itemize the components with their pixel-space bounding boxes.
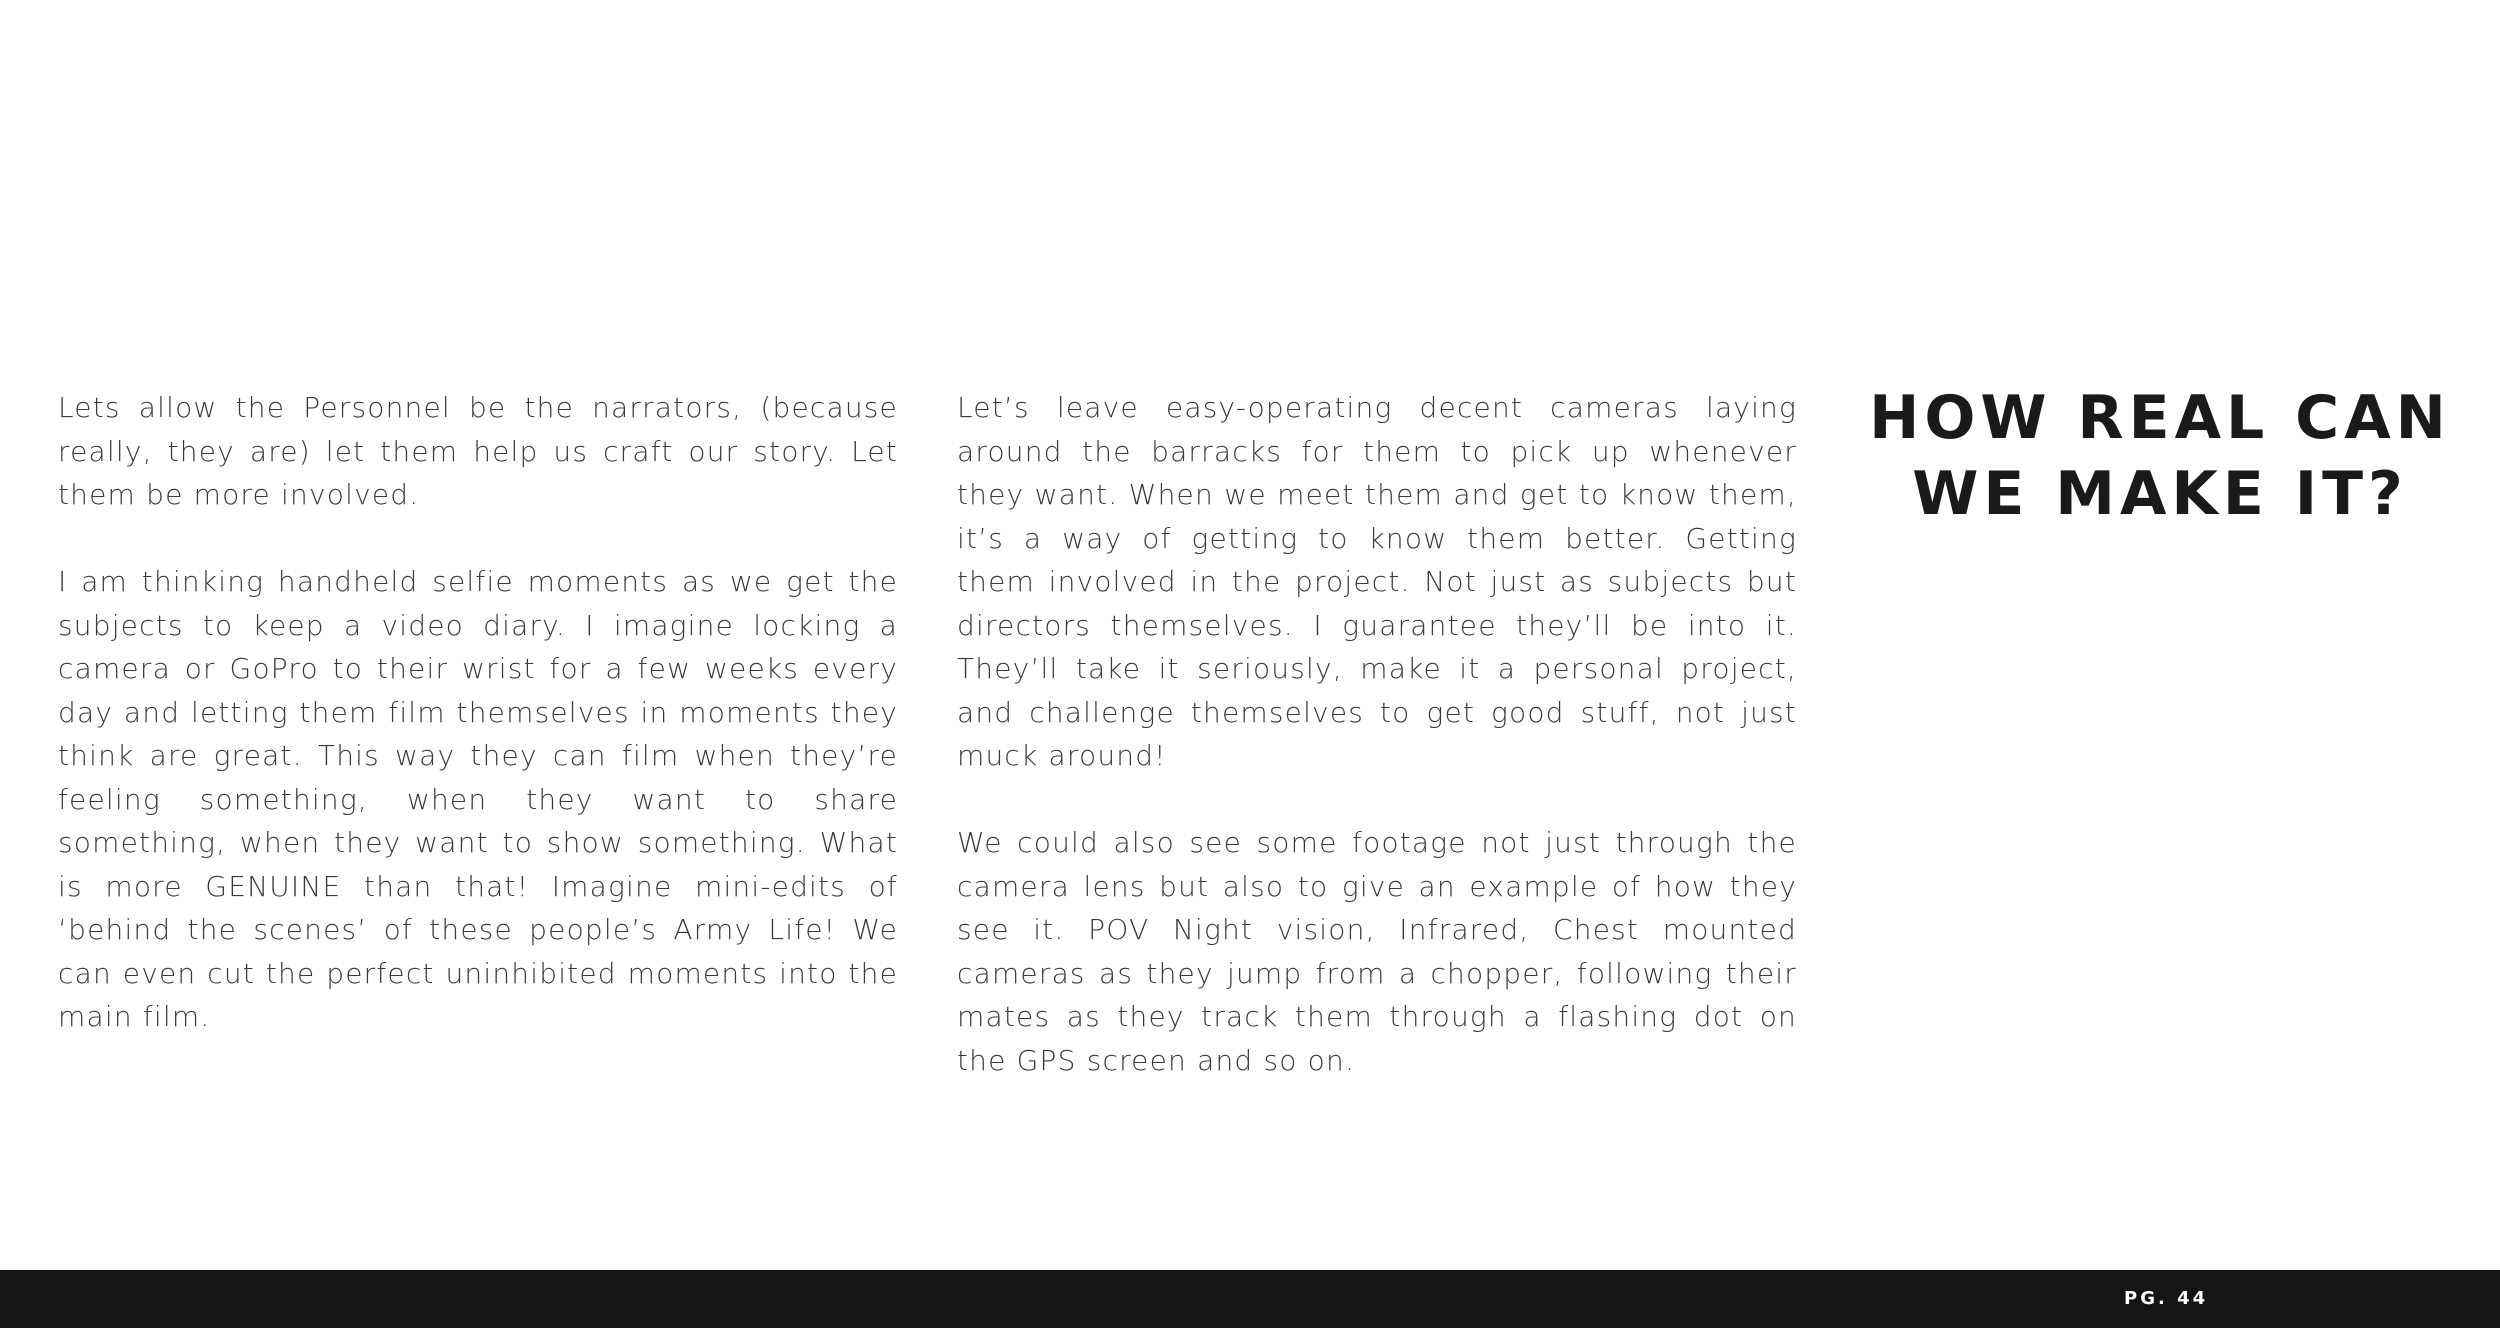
page-number: PG. 44 bbox=[2124, 1288, 2209, 1309]
page-heading bbox=[1840, 380, 2480, 532]
paragraph-pov-footage: We could also see some footage not just through the camera lens but also to give an example of how they see it. POV Night vision, Infrared, Chest mounted cameras as they jump from a chopper, following their mates as they track them through a flashing dot on the GPS screen and so on. bbox=[957, 826, 1797, 1077]
heading-line-1: HOW REAL CAN bbox=[1869, 383, 2451, 453]
paragraph-selfie-moments: I am thinking handheld selfie moments as we get the subjects to keep a video diary. I imagine locking a camera or GoPro to their wrist for a few weeks every day and letting them film themselves in moments they think are great. This way they can film when they’re feeling something, when they want to share something, when they want to show something. What is more GENUINE than that! Imagine mini-edits of ‘behind the scenes’ of these people’s Army Life! We can even cut the perfect uninhibited moments into the main film. bbox=[58, 565, 898, 1033]
paragraph-cameras-barracks: Let’s leave easy-operating decent cameras laying around the barracks for them to pick up whenever they want. When we meet them and get to know them, it’s a way of getting to know them better. Getting them involved in the project. Not just as subjects but directors themselves. I guarantee they’ll be into it. They’ll take it seriously, make it a personal project, and challenge themselves to get good stuff, not just muck around! bbox=[957, 391, 1797, 772]
text-column-left bbox=[58, 386, 898, 1082]
heading-line-2: WE MAKE IT? bbox=[1912, 459, 2408, 529]
paragraph-narrators: Lets allow the Personnel be the narrators, (because really, they are) let them help us craft our story. Let them be more involved. bbox=[58, 391, 898, 511]
text-column-middle bbox=[957, 386, 1797, 1126]
